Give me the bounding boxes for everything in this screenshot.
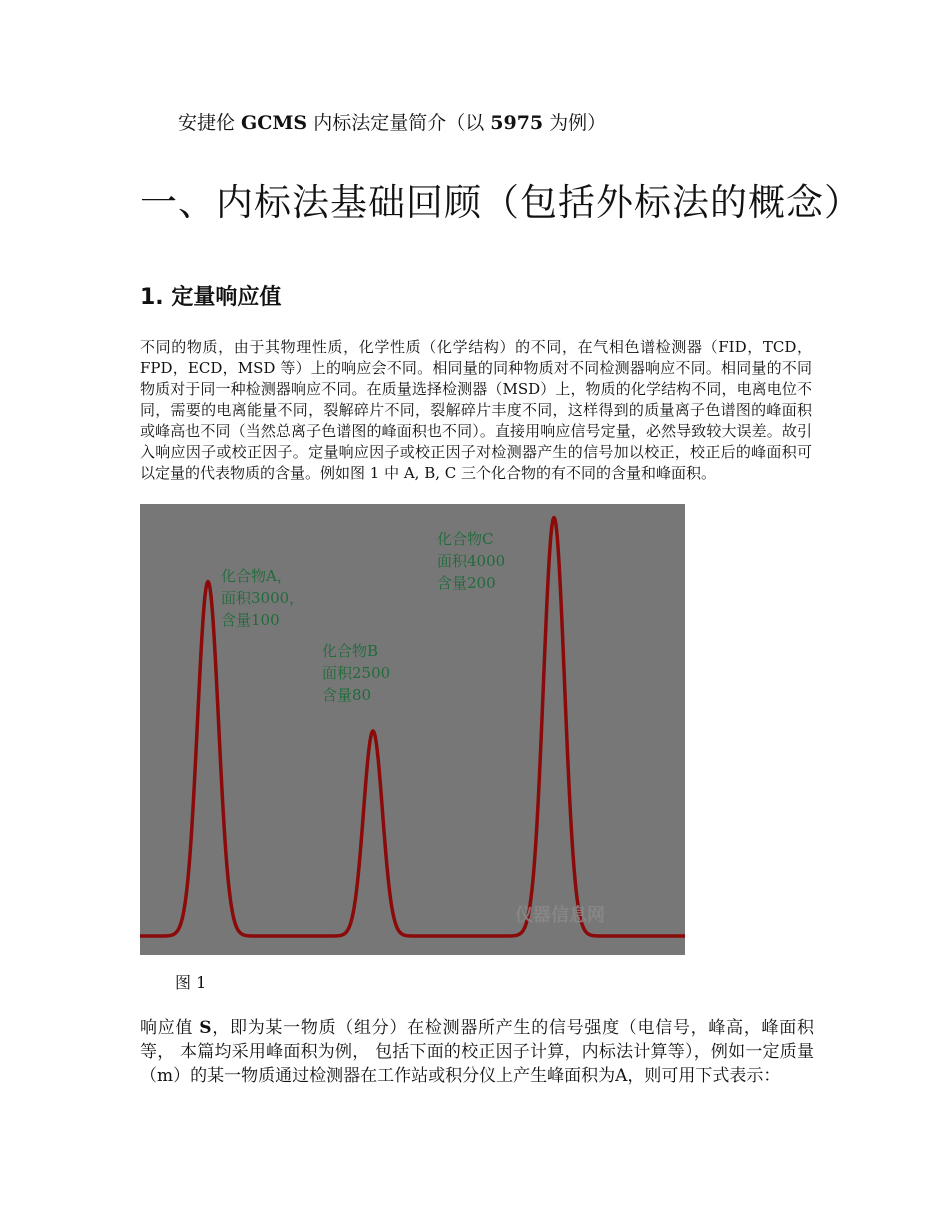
peak-c-area: 面积4000 [437, 552, 506, 570]
figure-caption: 图 1 [175, 973, 207, 992]
peak-c-name: 化合物C [437, 530, 494, 548]
peak-b-amount: 含量80 [322, 686, 372, 704]
peak-c-label [437, 528, 505, 594]
peak-b-name: 化合物B [322, 642, 379, 660]
response-paragraph [140, 1016, 814, 1088]
section-heading: 一、内标法基础回顾（包括外标法的概念） [140, 181, 862, 224]
response-body: ，即为某一物质（组分）在检测器所产生的信号强度（电信号，峰高，峰面积等， 本篇均采用峰面积为例， 包括下面的校正因子计算，内标法计算等），例如一定质量（m）的某一物质通过检测器在工作站或积分仪上产生峰面积为A，则可用下式表示： [140, 1018, 814, 1086]
peak-a-area: 面积3000， [221, 589, 305, 607]
title-suffix: 为例） [543, 112, 607, 134]
title-brand: GCMS [241, 112, 308, 134]
peak-c-amount: 含量200 [437, 574, 496, 592]
peak-a-amount: 含量100 [221, 611, 280, 629]
peak-b-label [322, 640, 390, 706]
peak-a-label [221, 565, 304, 631]
peak-b-area: 面积2500 [322, 664, 391, 682]
document-title [178, 108, 606, 135]
response-symbol: S [199, 1018, 212, 1038]
watermark-logo: 仪器信息网 [515, 905, 605, 926]
title-middle: 内标法定量简介（以 [307, 112, 491, 134]
response-lead: 响应值 [140, 1018, 200, 1038]
subsection-heading: 1. 定量响应值 [140, 285, 282, 310]
title-model: 5975 [490, 112, 544, 134]
peak-a-name: 化合物A， [221, 567, 292, 585]
intro-paragraph: 不同的物质，由于其物理性质，化学性质（化学结构）的不同，在气相色谱检测器（FID，TCD，FPD，ECD，MSD 等）上的响应会不同。相同量的同种物质对不同检测器响应不同。相同量的不同物质对于同一种检测器响应不同。在质量选择检测器（MSD）上，物质的化学结构不同，电离电位不同，需要的电离能量不同，裂解碎片不同，裂解碎片丰度不同，这样得到的质量离子色谱图的峰面积或峰高也不同（当然总离子色谱图的峰面积也不同）。直接用响应信号定量，必然导致较大误差。故引入响应因子或校正因子。定量响应因子或校正因子对检测器产生的信号加以校正，校正后的峰面积可以定量的代表物质的含量。例如图 1 中 A, B, C 三个化合物的有不同的含量和峰面积。 [140, 338, 812, 482]
chromatogram-figure [140, 504, 685, 955]
title-prefix: 安捷伦 [178, 112, 242, 134]
